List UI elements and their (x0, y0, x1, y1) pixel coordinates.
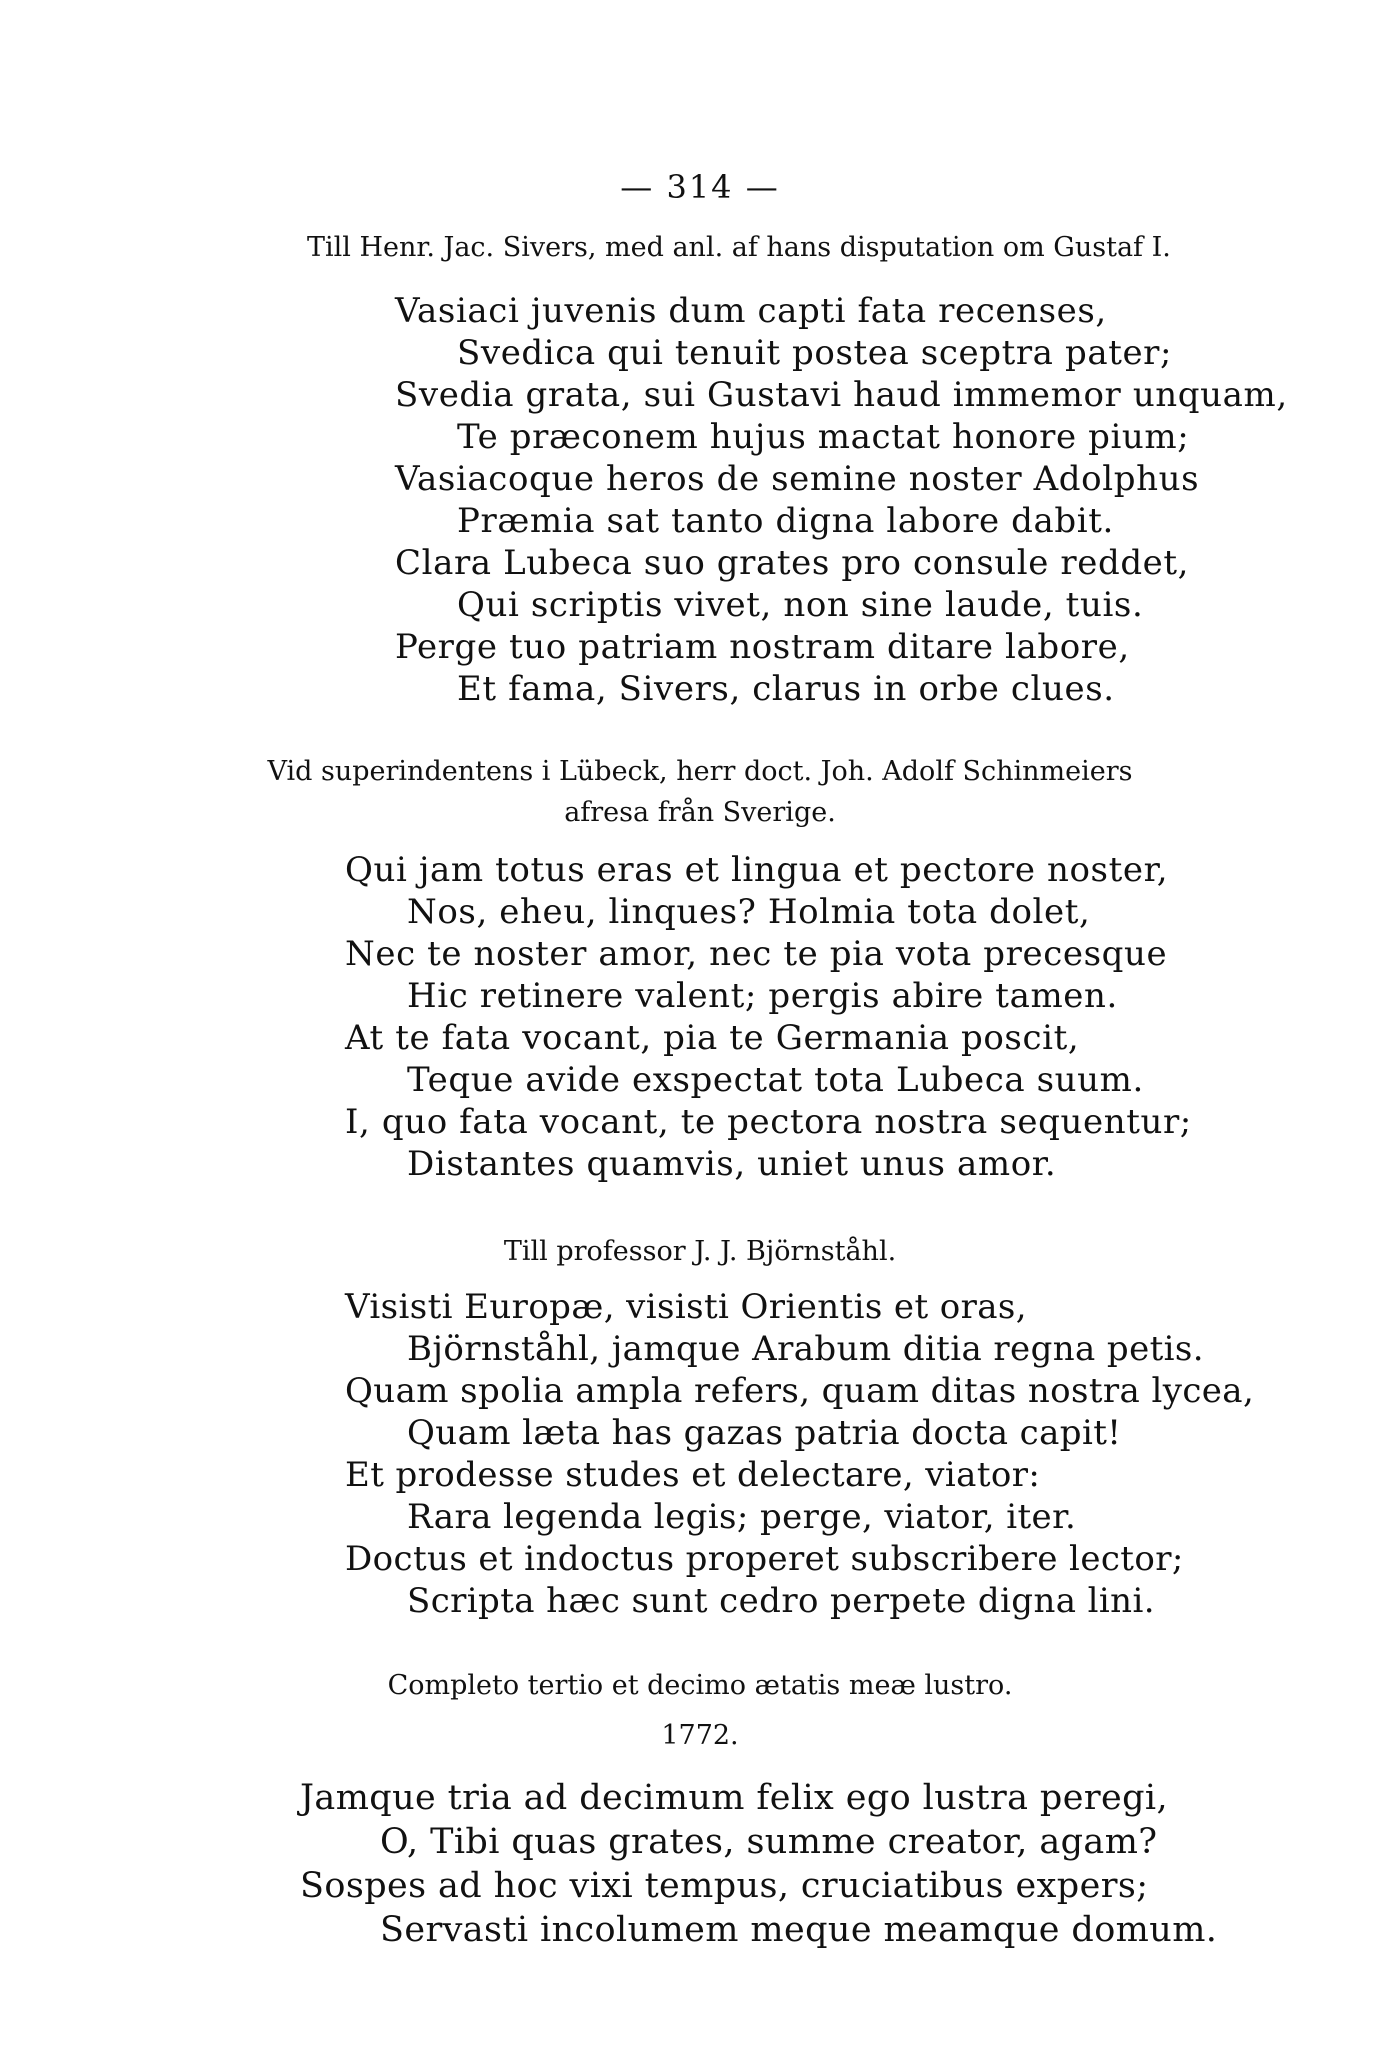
poem-line: Björnståhl, jamque Arabum ditia regna petis. (407, 1329, 1204, 1369)
poem-line: Qui jam totus eras et lingua et pectore noster, (345, 850, 1169, 890)
poem-sivers (395, 290, 1288, 710)
poem-line: I, quo fata vocant, te pectora nostra sequentur; (345, 1102, 1192, 1142)
poem-line: Nos, eheu, linques? Holmia tota dolet, (407, 892, 1091, 932)
poem-line: Visisti Europæ, visisti Orientis et oras, (345, 1287, 1027, 1327)
poem-line: Doctus et indoctus properet subscribere lector; (345, 1539, 1184, 1579)
poem-schinmeier (345, 849, 1192, 1185)
poem-line: Vasiaci juvenis dum capti fata recenses, (395, 291, 1107, 331)
poem-line: Rara legenda legis; perge, viator, iter. (407, 1497, 1077, 1537)
section-heading-sivers: Till Henr. Jac. Sivers, med anl. af hans disputation om Gustaf I. (307, 232, 1171, 263)
section-heading-schinmeier-line2: afresa från Sverige. (564, 797, 836, 828)
poem-line: At te fata vocant, pia te Germania poscit, (345, 1018, 1080, 1058)
poem-line: Sospes ad hoc vixi tempus, cruciatibus expers; (300, 1866, 1149, 1906)
poem-line: Perge tuo patriam nostram ditare labore, (395, 627, 1130, 667)
section-heading-schinmeier: Vid superindentens i Lübeck, herr doct. Joh. Adolf Schinmeiers (267, 756, 1133, 787)
poem-line: Et prodesse studes et delectare, viator: (345, 1455, 1041, 1495)
section-heading-lustrum: Completo tertio et decimo ætatis meæ lustro. (387, 1670, 1013, 1701)
poem-line: Clara Lubeca suo grates pro consule reddet, (395, 543, 1190, 583)
poem-line: Teque avide exspectat tota Lubeca suum. (407, 1060, 1144, 1100)
poem-line: Servasti incolumem meque meamque domum. (380, 1910, 1218, 1950)
poem-line: Hic retinere valent; pergis abire tamen. (407, 976, 1118, 1016)
section-heading-bjornstahl: Till professor J. J. Björnståhl. (503, 1236, 897, 1267)
poem-line: Et fama, Sivers, clarus in orbe clues. (457, 669, 1115, 709)
section-heading-year: 1772. (661, 1720, 739, 1751)
poem-line: Quam spolia ampla refers, quam ditas nostra lycea, (345, 1371, 1255, 1411)
poem-line: Præmia sat tanto digna labore dabit. (457, 501, 1114, 541)
poem-line: Vasiacoque heros de semine noster Adolphus (395, 459, 1200, 499)
poem-line: Nec te noster amor, nec te pia vota precesque (345, 934, 1168, 974)
poem-bjornstahl (345, 1286, 1254, 1622)
poem-line: Svedica qui tenuit postea sceptra pater; (457, 333, 1173, 373)
poem-line: Jamque tria ad decimum felix ego lustra peregi, (300, 1778, 1169, 1818)
poem-line: Svedia grata, sui Gustavi haud immemor unquam, (395, 375, 1288, 415)
poem-line: O, Tibi quas grates, summe creator, agam? (380, 1822, 1158, 1862)
page-number: — 314 — (620, 168, 780, 206)
poem-line: Qui scriptis vivet, non sine laude, tuis. (457, 585, 1144, 625)
poem-line: Distantes quamvis, uniet unus amor. (407, 1144, 1057, 1184)
poem-line: Scripta hæc sunt cedro perpete digna lini. (407, 1581, 1155, 1621)
poem-line: Quam læta has gazas patria docta capit! (407, 1413, 1122, 1453)
poem-lustrum (300, 1776, 1217, 1952)
poem-line: Te præconem hujus mactat honore pium; (457, 417, 1190, 457)
